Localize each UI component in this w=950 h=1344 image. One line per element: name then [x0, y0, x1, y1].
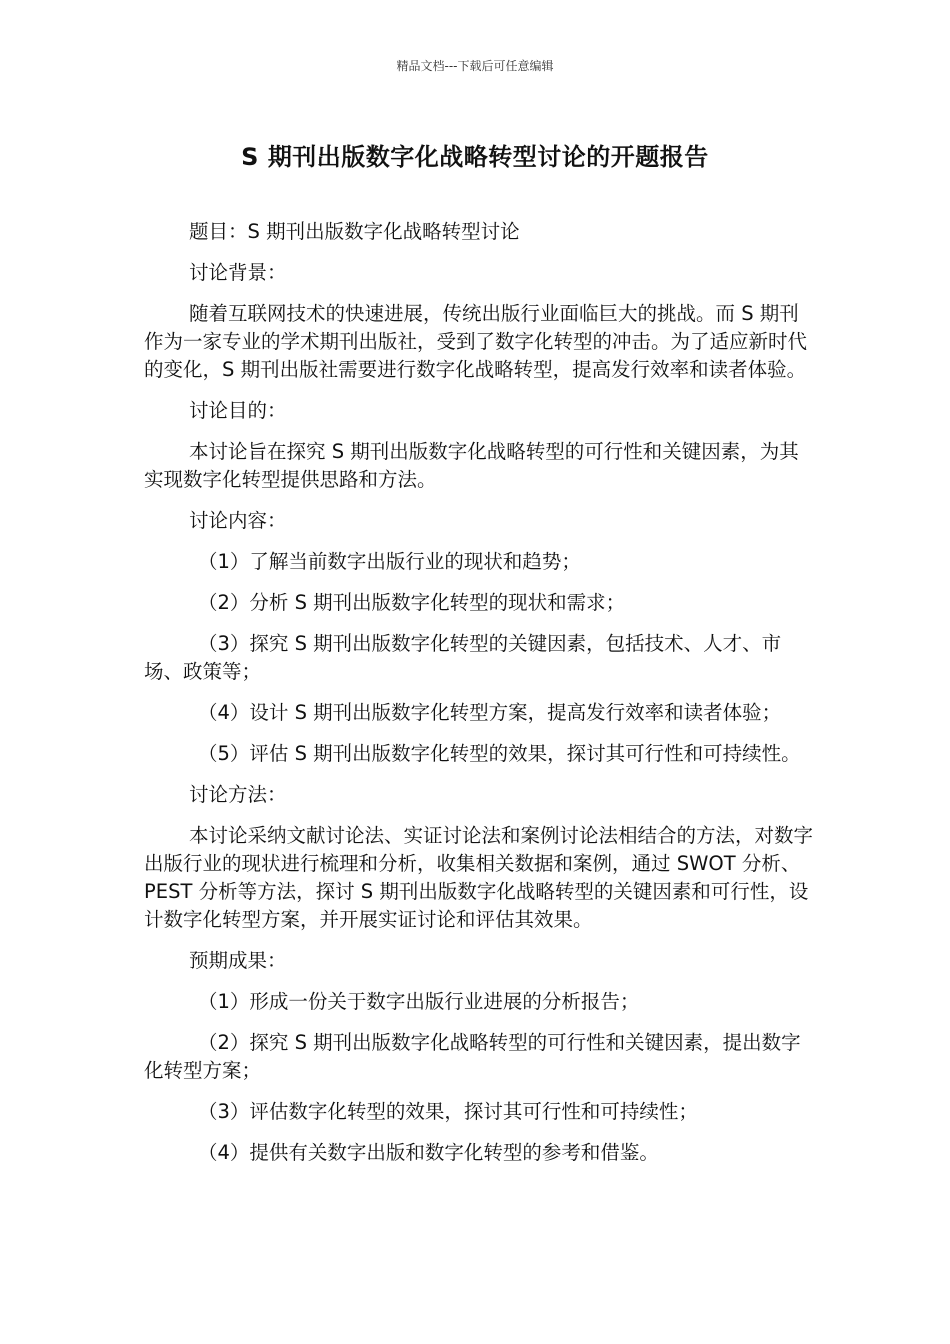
section-heading-content: 讨论内容：	[189, 509, 287, 532]
topic-line: 题目：S 期刊出版数字化战略转型讨论	[189, 220, 520, 243]
outcome-item-4: （4）提供有关数字出版和数字化转型的参考和借鉴。	[198, 1141, 659, 1164]
document-body	[144, 218, 814, 1180]
method-paragraph: 本讨论采纳文献讨论法、实证讨论法和案例讨论法相结合的方法，对数字出版行业的现状进行梳理和分析，收集相关数据和案例，通过 SWOT 分析、PEST 分析等方法，探讨 S 期刊出版数字化战略转型的关键因素和可行性，设计数字化转型方案，并开展实证讨论和评估其效果。	[144, 824, 814, 931]
section-heading-purpose: 讨论目的：	[189, 399, 287, 422]
outcome-item-3: （3）评估数字化转型的效果，探讨其可行性和可持续性；	[198, 1100, 698, 1123]
content-item-5: （5）评估 S 期刊出版数字化转型的效果，探讨其可行性和可持续性。	[198, 742, 801, 765]
content-item-4: （4）设计 S 期刊出版数字化转型方案，提高发行效率和读者体验；	[198, 701, 782, 724]
section-heading-background: 讨论背景：	[189, 261, 287, 284]
document-title: S 期刊出版数字化战略转型讨论的开题报告	[241, 143, 709, 171]
content-item-1: （1）了解当前数字出版行业的现状和趋势；	[198, 550, 581, 573]
page-header-note: 精品文档---下载后可任意编辑	[396, 59, 554, 73]
content-item-2: （2）分析 S 期刊出版数字化转型的现状和需求；	[198, 591, 626, 614]
purpose-paragraph: 本讨论旨在探究 S 期刊出版数字化战略转型的可行性和关键因素，为其实现数字化转型提供思路和方法。	[144, 440, 799, 491]
background-paragraph: 随着互联网技术的快速进展，传统出版行业面临巨大的挑战。而 S 期刊作为一家专业的学术期刊出版社，受到了数字化转型的冲击。为了适应新时代的变化，S 期刊出版社需要进行数字化战略转型，提高发行效率和读者体验。	[144, 302, 808, 381]
outcome-item-2: （2）探究 S 期刊出版数字化战略转型的可行性和关键因素，提出数字化转型方案；	[144, 1031, 801, 1082]
outcome-item-1: （1）形成一份关于数字出版行业进展的分析报告；	[198, 990, 640, 1013]
section-heading-outcomes: 预期成果：	[189, 949, 287, 972]
content-item-3: （3）探究 S 期刊出版数字化转型的关键因素，包括技术、人才、市场、政策等；	[144, 632, 782, 683]
section-heading-method: 讨论方法：	[189, 783, 287, 806]
